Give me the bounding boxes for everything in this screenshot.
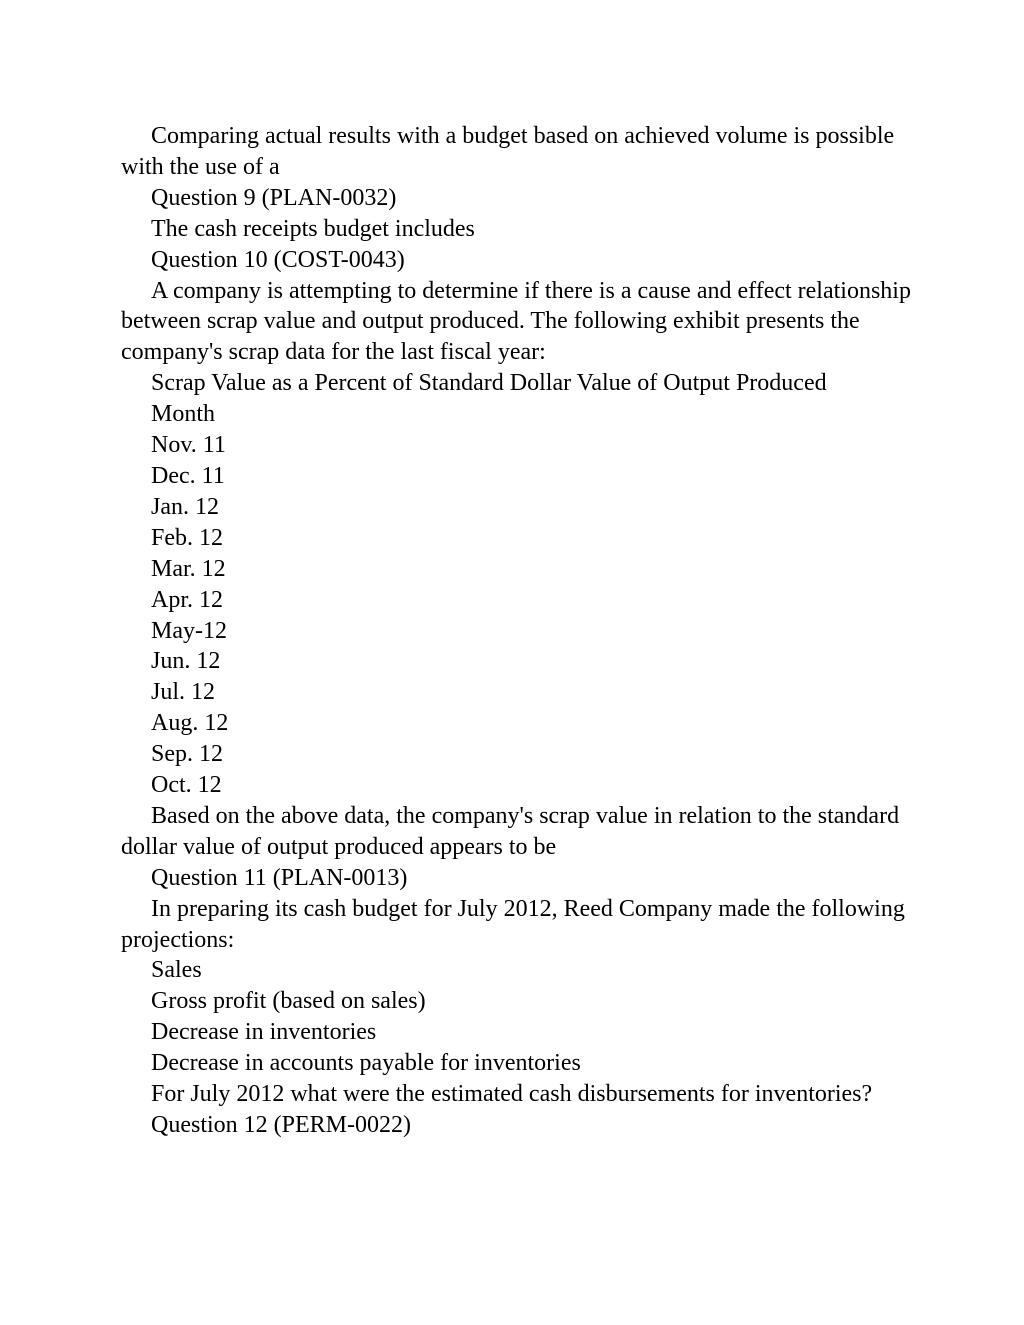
exhibit-month: Jul. 12 (151, 679, 216, 706)
question-text: For July 2012 what were the estimated cash disbursements for inventories? (151, 1081, 873, 1108)
projection-item: Sales (151, 957, 202, 984)
exhibit-month: May-12 (151, 617, 227, 644)
question-text: A company is attempting to determine if there is a cause and effect relationship between scrap value and output produced. The following exhibit presents the company's scrap data for the last fiscal year: (121, 277, 911, 366)
question-heading: Question 10 (COST-0043) (151, 246, 405, 273)
projection-item: Decrease in inventories (151, 1019, 377, 1046)
projection-item: Gross profit (based on sales) (151, 988, 426, 1015)
exhibit-month: Sep. 12 (151, 741, 223, 768)
question-text: Comparing actual results with a budget based on achieved volume is possible with the use of a (121, 123, 895, 180)
question-heading: Question 11 (PLAN-0013) (151, 864, 408, 891)
exhibit-month: Oct. 12 (151, 772, 222, 799)
question-heading: Question 9 (PLAN-0032) (151, 184, 397, 211)
exhibit-month: Jun. 12 (151, 648, 221, 675)
question-text: Based on the above data, the company's scrap value in relation to the standard dollar value of output produced appears to be (121, 802, 900, 860)
exhibit-month: Feb. 12 (151, 524, 223, 551)
exhibit-column-header: Month (151, 401, 216, 428)
exhibit-title: Scrap Value as a Percent of Standard Dollar Value of Output Produced (151, 370, 827, 397)
question-text: In preparing its cash budget for July 2012, Reed Company made the following projections: (121, 895, 905, 953)
exhibit-month: Dec. 11 (151, 462, 225, 489)
exhibit-month: Jan. 12 (151, 493, 219, 520)
document-page (121, 121, 911, 1141)
projection-item: Decrease in accounts payable for inventories (151, 1050, 581, 1077)
exhibit-month: Aug. 12 (151, 710, 229, 737)
exhibit-month: Apr. 12 (151, 586, 223, 613)
exhibit-month: Nov. 11 (151, 432, 226, 459)
question-heading: Question 12 (PERM-0022) (151, 1112, 411, 1138)
exhibit-month: Mar. 12 (151, 555, 226, 582)
question-text: The cash receipts budget includes (151, 215, 475, 242)
